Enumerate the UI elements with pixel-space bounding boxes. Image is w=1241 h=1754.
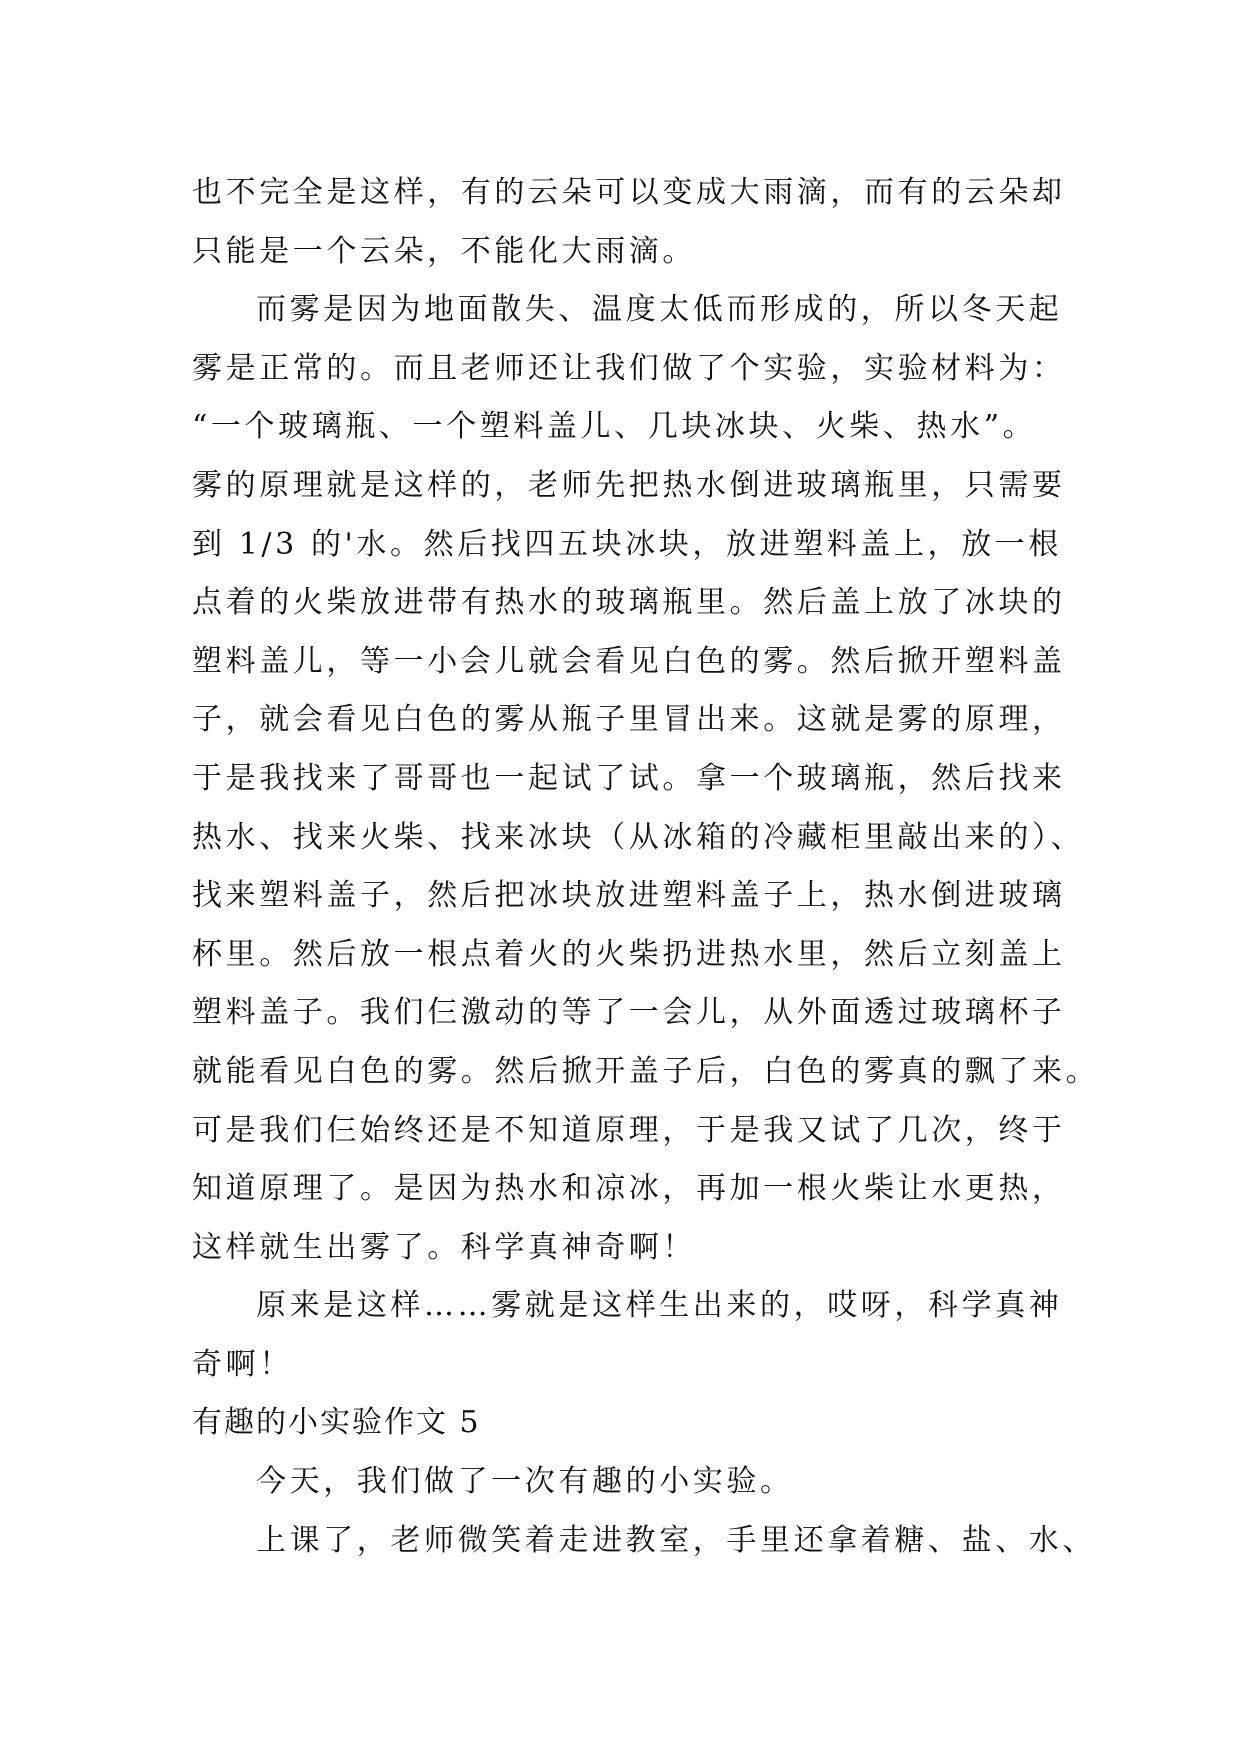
text-line: 就能看见白色的雾。然后掀开盖子后，白色的雾真的飘了来。	[192, 1053, 1100, 1089]
text-line: 只能是一个云朵，不能化大雨滴。	[192, 233, 696, 269]
text-line: 到 1/3 的'水。然后找四五块冰块，放进塑料盖上，放一根	[192, 526, 1062, 562]
paragraph-start-line: 今天，我们做了一次有趣的小实验。	[256, 1464, 794, 1500]
text-line: 点着的火柴放进带有热水的玻璃瓶里。然后盖上放了冰块的	[192, 585, 1066, 621]
text-line: 奇啊！	[192, 1346, 293, 1382]
text-line: 杯里。然后放一根点着火的火柴扔进热水里，然后立刻盖上	[192, 936, 1066, 972]
text-line: 塑料盖子。我们仨激动的等了一会儿，从外面透过玻璃杯子	[192, 995, 1066, 1031]
text-line: “一个玻璃瓶、一个塑料盖儿、几块冰块、火柴、热水”。	[192, 409, 1037, 445]
text-line: 可是我们仨始终还是不知道原理，于是我又试了几次，终于	[192, 1112, 1066, 1148]
paragraph-start-line: 原来是这样……雾就是这样生出来的，哎呀，科学真神	[256, 1288, 1063, 1324]
text-line: 塑料盖儿，等一小会儿就会看见白色的雾。然后掀开塑料盖	[192, 643, 1066, 679]
text-line: 也不完全是这样，有的云朵可以变成大雨滴，而有的云朵却	[192, 175, 1066, 210]
paragraph-start-line: 而雾是因为地面散失、温度太低而形成的，所以冬天起	[256, 292, 1063, 328]
text-line: 子，就会看见白色的雾从瓶子里冒出来。这就是雾的原理，	[192, 702, 1066, 738]
text-line: 找来塑料盖子，然后把冰块放进塑料盖子上，热水倒进玻璃	[192, 878, 1066, 914]
text-line: 知道原理了。是因为热水和凉冰，再加一根火柴让水更热，	[192, 1171, 1066, 1207]
text-line: 热水、找来火柴、找来冰块（从冰箱的冷藏柜里敲出来的）、	[192, 819, 1085, 855]
text-line: 雾的原理就是这样的，老师先把热水倒进玻璃瓶里，只需要	[192, 467, 1066, 503]
text-line: 于是我找来了哥哥也一起试了试。拿一个玻璃瓶，然后找来	[192, 760, 1066, 796]
text-line: 这样就生出雾了。科学真神奇啊！	[192, 1229, 696, 1265]
text-line: 雾是正常的。而且老师还让我们做了个实验，实验材料为：	[192, 350, 1066, 386]
section-heading: 有趣的小实验作文 5	[192, 1405, 481, 1441]
paragraph-start-line: 上课了，老师微笑着走进教室，手里还拿着糖、盐、水、	[256, 1522, 1096, 1558]
document-body	[192, 164, 1100, 1570]
